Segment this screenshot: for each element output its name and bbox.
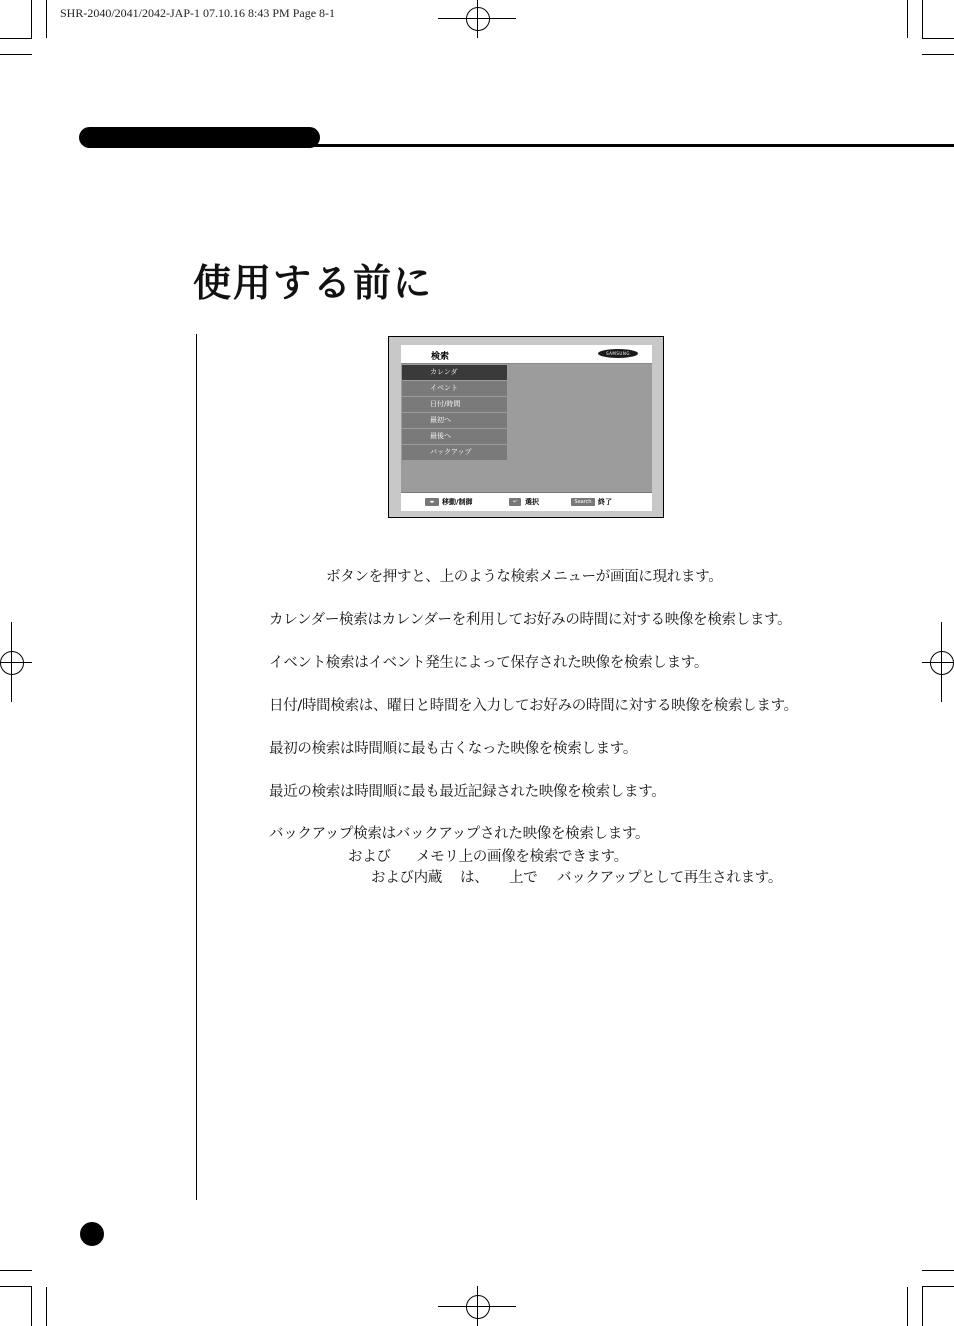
note-line-2b: は、 xyxy=(460,870,489,886)
move-label: 移動/制御 xyxy=(442,498,473,506)
screen-body xyxy=(401,345,652,511)
crop-mark xyxy=(922,1286,954,1287)
search-menu-screenshot xyxy=(388,336,664,518)
crop-mark xyxy=(31,0,32,38)
crop-mark xyxy=(0,1286,32,1287)
crop-mark xyxy=(922,0,923,38)
paragraph-calendar: カレンダー検索はカレンダーを利用してお好みの時間に対する映像を検索します。 xyxy=(269,612,792,628)
section-rule xyxy=(300,144,954,147)
print-header: SHR-2040/2041/2042-JAP-1 07.10.16 8:43 PM Page 8-1 xyxy=(60,6,336,20)
select-label: 選択 xyxy=(525,498,539,506)
section-tab xyxy=(79,127,320,148)
crop-mark xyxy=(0,38,32,39)
menu-item-date-time[interactable]: 日付/時間 xyxy=(402,397,507,412)
crop-mark xyxy=(922,54,954,55)
menu-item-last[interactable]: 最後へ xyxy=(402,429,507,444)
crop-mark xyxy=(907,1287,908,1326)
screen-footer xyxy=(401,492,652,511)
note-line-1a: および xyxy=(348,849,391,865)
menu-item-backup[interactable]: バックアップ xyxy=(402,445,507,460)
crop-mark xyxy=(922,1270,954,1271)
menu-item-first[interactable]: 最初へ xyxy=(402,413,507,428)
note-line-2c: 上で xyxy=(509,870,538,886)
menu-item-event[interactable]: イベント xyxy=(402,381,507,396)
registration-mark xyxy=(466,1295,490,1319)
crop-mark xyxy=(46,1287,47,1326)
screen-title: 検索 xyxy=(431,352,450,362)
registration-mark xyxy=(930,651,954,675)
paragraph-first: 最初の検索は時間順に最も古くなった映像を検索します。 xyxy=(269,741,638,757)
samsung-logo: SAMSUNG xyxy=(598,349,638,358)
registration-mark xyxy=(11,622,12,702)
page-number-marker xyxy=(80,1222,104,1246)
arrow-keys-icon: ◂▸ xyxy=(425,498,439,506)
paragraph-date-time: 日付/時間検索は、曜日と時間を入力してお好みの時間に対する映像を検索します。 xyxy=(269,698,798,714)
exit-label: 終了 xyxy=(598,498,612,506)
paragraph-search-button: ボタンを押すと、上のような検索メニューが画面に現れます。 xyxy=(326,569,723,585)
menu-item-calendar[interactable]: カレンダ xyxy=(402,365,507,380)
crop-mark xyxy=(922,1287,923,1326)
paragraph-backup: バックアップ検索はバックアップされた映像を検索します。 xyxy=(269,826,650,842)
screen-titlebar xyxy=(401,345,652,364)
note-line-2a: および内蔵 xyxy=(371,870,442,886)
registration-mark xyxy=(477,1286,478,1326)
note-line-2d: バックアップとして再生されます。 xyxy=(557,870,783,886)
crop-mark xyxy=(922,38,954,39)
paragraph-latest: 最近の検索は時間順に最も最近記録された映像を検索します。 xyxy=(269,784,666,800)
enter-key-icon: ↵ xyxy=(509,498,521,506)
crop-mark xyxy=(0,54,32,55)
registration-mark xyxy=(922,662,954,663)
registration-mark xyxy=(477,0,478,38)
search-menu xyxy=(402,365,507,461)
registration-mark xyxy=(941,622,942,702)
margin-rule xyxy=(196,334,197,1200)
paragraph-event: イベント検索はイベント発生によって保存された映像を検索します。 xyxy=(269,655,709,671)
registration-mark xyxy=(466,7,490,31)
crop-mark xyxy=(31,1287,32,1326)
note-line-1b: メモリ上の画像を検索できます。 xyxy=(416,849,628,865)
registration-mark xyxy=(0,651,24,675)
search-key-icon: Search xyxy=(571,498,595,506)
crop-mark xyxy=(46,0,47,38)
crop-mark xyxy=(0,1270,32,1271)
page-title: 使用する前に xyxy=(193,261,434,305)
registration-mark xyxy=(0,662,32,663)
crop-mark xyxy=(907,0,908,38)
